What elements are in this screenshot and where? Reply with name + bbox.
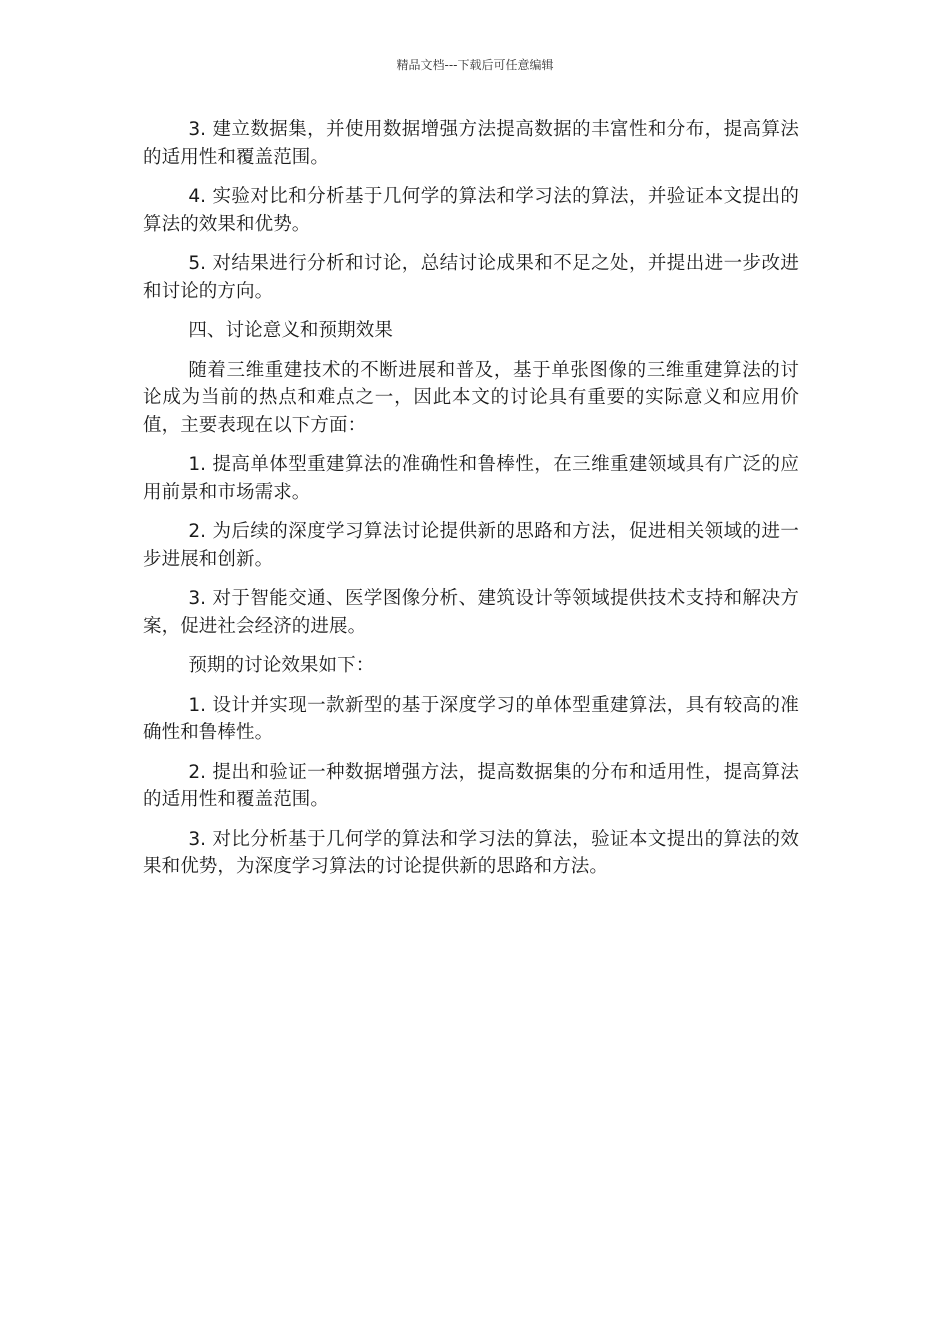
document-body — [143, 116, 799, 893]
paragraph-significance-2: 2. 为后续的深度学习算法讨论提供新的思路和方法，促进相关领域的进一步进展和创新。 — [143, 521, 799, 570]
paragraph-significance-intro: 随着三维重建技术的不断进展和普及，基于单张图像的三维重建算法的讨论成为当前的热点和难点之一，因此本文的讨论具有重要的实际意义和应用价值，主要表现在以下方面： — [143, 359, 799, 436]
page-header: 精品文档---下载后可任意编辑 — [396, 58, 554, 72]
paragraph-significance-3: 3. 对于智能交通、医学图像分析、建筑设计等领域提供技术支持和解决方案，促进社会经济的进展。 — [143, 588, 799, 637]
paragraph-expected-intro: 预期的讨论效果如下： — [188, 655, 375, 676]
section-heading: 四、讨论意义和预期效果 — [188, 320, 393, 341]
paragraph-expected-1: 1. 设计并实现一款新型的基于深度学习的单体型重建算法，具有较高的准确性和鲁棒性。 — [143, 694, 799, 743]
paragraph-step-4: 4. 实验对比和分析基于几何学的算法和学习法的算法，并验证本文提出的算法的效果和优势。 — [143, 186, 799, 235]
paragraph-significance-1: 1. 提高单体型重建算法的准确性和鲁棒性，在三维重建领域具有广泛的应用前景和市场需求。 — [143, 454, 799, 503]
paragraph-expected-2: 2. 提出和验证一种数据增强方法，提高数据集的分布和适用性，提高算法的适用性和覆盖范围。 — [143, 761, 799, 810]
paragraph-expected-3: 3. 对比分析基于几何学的算法和学习法的算法，验证本文提出的算法的效果和优势，为深度学习算法的讨论提供新的思路和方法。 — [143, 828, 799, 877]
paragraph-step-3: 3. 建立数据集，并使用数据增强方法提高数据的丰富性和分布，提高算法的适用性和覆盖范围。 — [143, 119, 799, 168]
paragraph-step-5: 5. 对结果进行分析和讨论，总结讨论成果和不足之处，并提出进一步改进和讨论的方向。 — [143, 253, 799, 302]
